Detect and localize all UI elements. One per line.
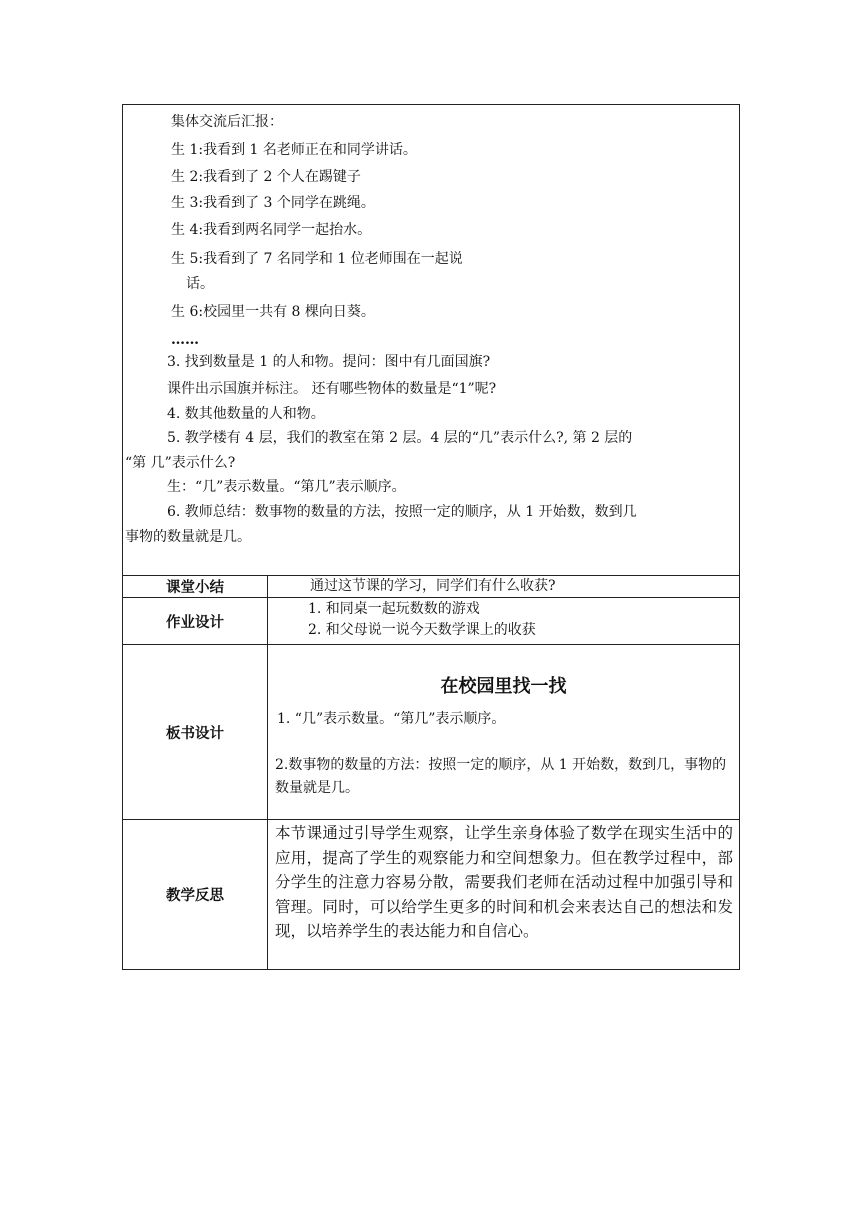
process-line: 3. 找到数量是 1 的人和物。提问：图中有几面国旗? xyxy=(167,354,491,370)
process-line: 生：“几”表示数量。“第几”表示顺序。 xyxy=(167,479,406,495)
process-line: 生 3:我看到了 3 个同学在跳绳。 xyxy=(171,195,375,211)
homework-label: 作业设计 xyxy=(123,598,268,645)
board-content xyxy=(268,645,739,819)
process-line: 生 5:我看到了 7 名同学和 1 位老师围在一起说 xyxy=(171,251,463,267)
process-row xyxy=(123,105,740,576)
board-label: 板书设计 xyxy=(123,645,268,820)
process-line: 集体交流后汇报： xyxy=(171,114,283,130)
process-line: 生 2:我看到了 2 个人在踢键子 xyxy=(171,169,361,185)
reflection-text: 本节课通过引导学生观察，让学生亲身体验了数学在现实生活中的应用，提高了学生的观察能力和空间想象力。但在教学过程中，部分学生的注意力容易分散，需要我们老师在活动过程中加强引导和管理。同时，可以给学生更多的时间和机会来表达自己的想法和发现，以培养学生的表达能力和自信心。 xyxy=(268,820,740,970)
process-line: 5. 教学楼有 4 层，我们的教室在第 2 层。4 层的“几”表示什么?, 第 2 层的 xyxy=(167,430,633,446)
board-point-2: 2.数事物的数量的方法：按照一定的顺序，从 1 开始数，数到几，事物的数量就是几。 xyxy=(275,757,727,796)
process-line: 4. 数其他数量的人和物。 xyxy=(167,406,325,422)
board-cell xyxy=(268,645,740,820)
board-title: 在校园里找一找 xyxy=(440,676,567,697)
process-line: 生 1:我看到 1 名老师正在和同学讲话。 xyxy=(171,142,417,158)
reflection-label: 教学反思 xyxy=(123,820,268,970)
homework-item: 1. 和同桌一起玩数数的游戏 xyxy=(308,601,480,617)
process-content xyxy=(123,105,739,575)
reflection-row xyxy=(123,820,740,970)
process-line: “第 几”表示什么? xyxy=(125,455,236,471)
summary-row xyxy=(123,576,740,598)
process-line: 生 4:我看到两名同学一起抬水。 xyxy=(171,222,372,238)
summary-text: 通过这节课的学习，同学们有什么收获? xyxy=(268,576,740,598)
process-line: 6. 教师总结：数事物的数量的方法，按照一定的顺序，从 1 开始数，数到几 xyxy=(167,504,637,520)
board-row xyxy=(123,645,740,820)
homework-item: 2. 和父母说一说今天数学课上的收获 xyxy=(308,622,536,638)
process-line: 事物的数量就是几。 xyxy=(125,529,251,545)
process-cell xyxy=(123,105,740,576)
process-line: …… xyxy=(171,332,199,348)
homework-list xyxy=(268,598,740,645)
homework-row xyxy=(123,598,740,645)
process-line: 生 6:校园里一共有 8 棵向日葵。 xyxy=(171,304,375,320)
summary-label: 课堂小结 xyxy=(123,576,268,598)
lesson-plan-table xyxy=(122,104,740,970)
board-point-1: 1. “几”表示数量。“第几”表示顺序。 xyxy=(277,711,506,727)
process-line: 课件出示国旗并标注。 还有哪些物体的数量是“1”呢? xyxy=(167,381,497,397)
process-line: 话。 xyxy=(186,276,214,292)
